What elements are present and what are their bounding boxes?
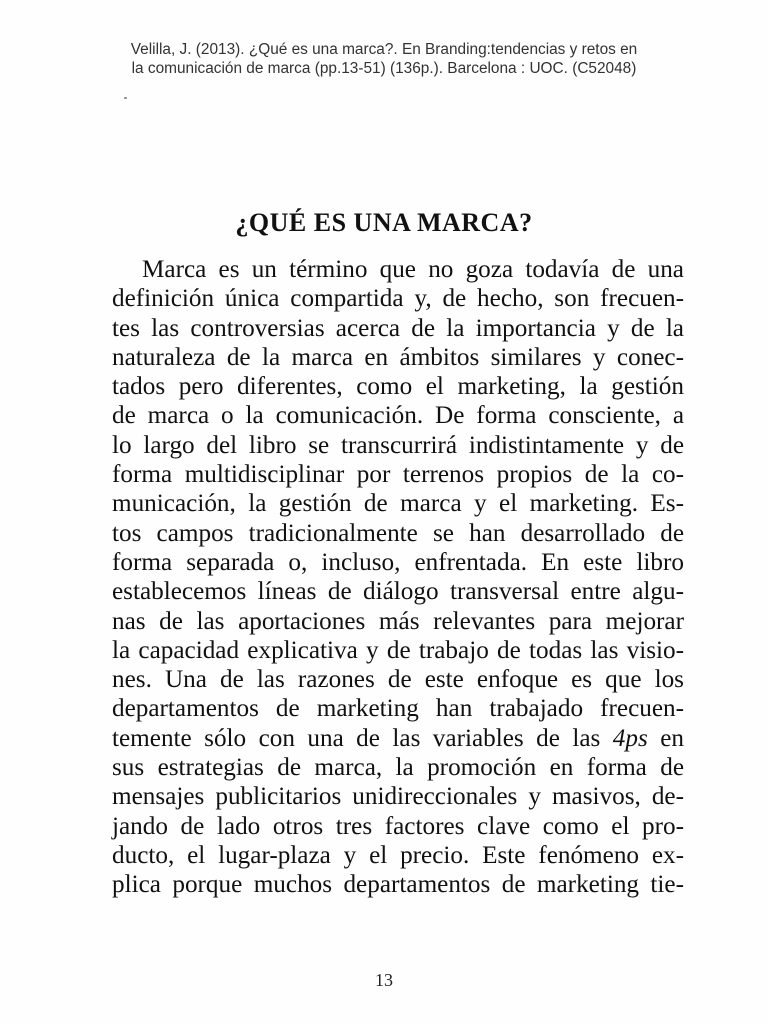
body-line: Marca es un término que no goza todavía de una <box>142 256 684 283</box>
citation-line-2: la comunicación de marca (pp.13-51) (136p.). Barcelona : UOC. (C52048) <box>131 60 637 77</box>
body-line: forma multidisciplinar por terrenos propios de la co- <box>112 461 684 489</box>
body-line: temente sólo con una de las variables de las 4ps en <box>112 724 684 752</box>
body-line: mensajes publicitarios unidireccionales y masivos, de- <box>112 783 684 811</box>
body-line: tes las controversias acerca de la importancia y de la <box>112 314 684 342</box>
body-line: jando de lado otros tres factores clave como el pro- <box>112 812 684 840</box>
body-line: tados pero diferentes, como el marketing, la gestión <box>112 373 684 401</box>
body-line: municación, la gestión de marca y el marketing. Es- <box>112 490 684 518</box>
body-line: sus estrategias de marca, la promoción en forma de <box>112 754 684 782</box>
chapter-title: ¿QUÉ ES UNA MARCA? <box>235 208 533 237</box>
body-paragraph <box>112 255 684 900</box>
page-number: 13 <box>375 970 393 990</box>
citation-header <box>0 40 768 78</box>
body-line: naturaleza de la marca en ámbitos similares y conec- <box>112 343 684 371</box>
body-line: de marca o la comunicación. De forma consciente, a <box>112 402 684 430</box>
body-line: departamentos de marketing han trabajado frecuen- <box>112 695 684 723</box>
body-line: nes. Una de las razones de este enfoque es que los <box>112 666 684 694</box>
body-line: nas de las aportaciones más relevantes para mejorar <box>112 607 684 635</box>
body-line: plica porque muchos departamentos de marketing tie- <box>112 871 684 899</box>
body-line: forma separada o, incluso, enfrentada. En este libro <box>112 548 684 576</box>
body-line: la capacidad explicativa y de trabajo de todas las visio- <box>112 636 684 664</box>
scan-speck <box>124 97 127 99</box>
body-line: tos campos tradicionalmente se han desarrollado de <box>112 519 684 547</box>
citation-line-1: Velilla, J. (2013). ¿Qué es una marca?. En Branding:tendencias y retos en <box>130 41 638 58</box>
body-line: ducto, el lugar-plaza y el precio. Este fenómeno ex- <box>112 841 684 869</box>
body-line: definición única compartida y, de hecho, son frecuen- <box>112 285 684 313</box>
term-4ps: 4ps <box>612 724 648 752</box>
body-line: lo largo del libro se transcurrirá indistintamente y de <box>112 431 684 459</box>
body-line: establecemos líneas de diálogo transversal entre algu- <box>112 578 684 606</box>
